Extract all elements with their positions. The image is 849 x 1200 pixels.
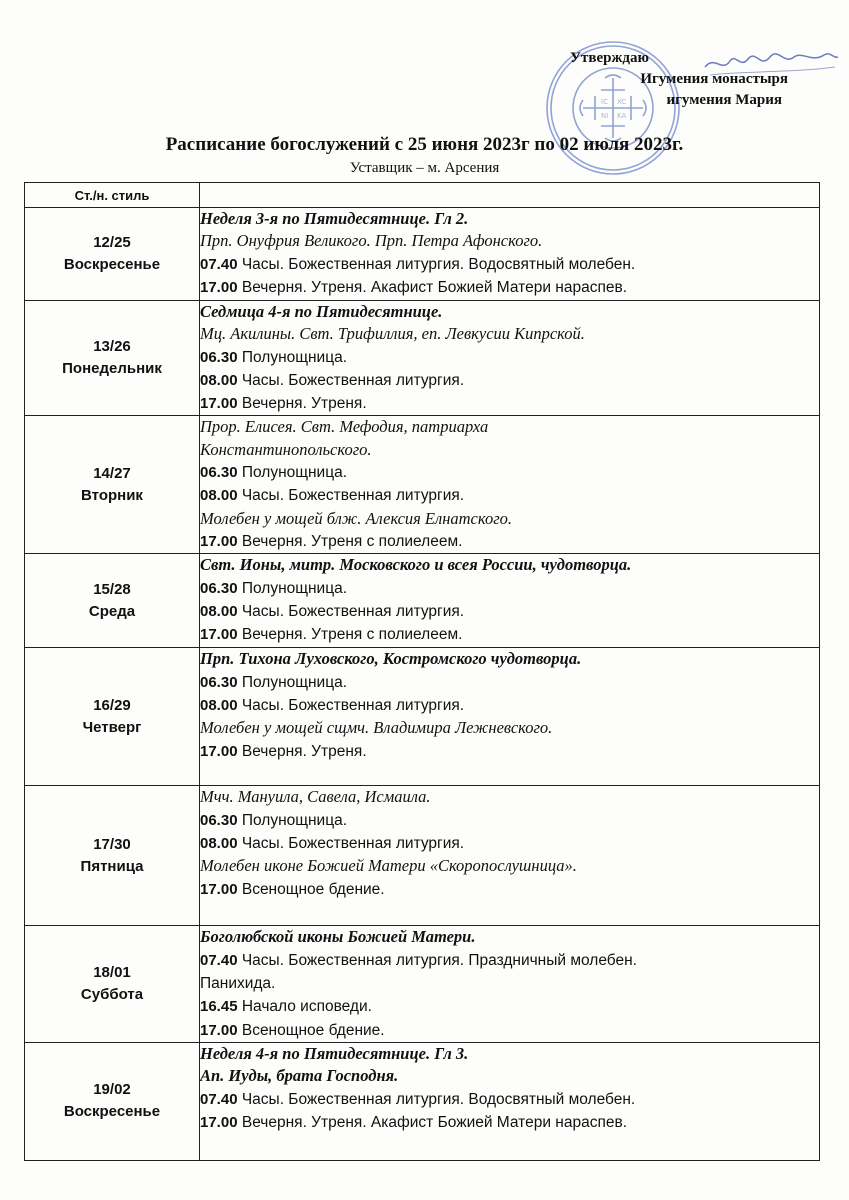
service-line bbox=[200, 530, 819, 553]
service-time: 17.00 bbox=[200, 1021, 238, 1039]
table-row bbox=[25, 301, 820, 416]
services-cell bbox=[200, 786, 820, 926]
service-text: Полунощница. bbox=[237, 464, 348, 482]
service-text: Часы. Божественная литургия. bbox=[237, 371, 465, 389]
approval-line-name: игумения Мария bbox=[666, 92, 782, 108]
day-weekday: Среда bbox=[88, 602, 136, 620]
commemoration-line: Молебен у мощей блж. Алексия Елнатского. bbox=[200, 508, 513, 528]
service-text: Панихида. bbox=[200, 975, 276, 993]
day-date: 14/27 bbox=[93, 464, 131, 482]
commemoration-line: Мчч. Мануила, Савела, Исмаила. bbox=[200, 787, 431, 807]
feast-line: Свт. Ионы, митр. Московского и всея России, чудотворца. bbox=[200, 555, 632, 575]
service-line bbox=[200, 623, 819, 646]
page-title: Расписание богослужений с 25 июня 2023г по 02 июля 2023г. bbox=[165, 134, 684, 155]
feast-line: Прп. Тихона Луховского, Костромского чудотворца. bbox=[200, 649, 582, 669]
service-line bbox=[200, 1019, 819, 1042]
feast-line: Ап. Иуды, брата Господня. bbox=[200, 1066, 399, 1086]
service-line bbox=[200, 1088, 819, 1111]
approval-line-position: Игумения монастыря bbox=[640, 71, 788, 87]
service-time: 17.00 bbox=[200, 395, 238, 413]
service-text: Часы. Божественная литургия. bbox=[237, 603, 465, 621]
column-header-style: Ст./н. стиль bbox=[25, 183, 200, 208]
service-text: Часы. Божественная литургия. bbox=[237, 487, 465, 505]
day-cell bbox=[25, 1042, 200, 1160]
svg-text:KA: KA bbox=[617, 112, 627, 120]
service-line bbox=[200, 392, 819, 415]
service-text: Полунощница. bbox=[237, 348, 348, 366]
service-text: Вечерня. Утреня. bbox=[237, 395, 367, 413]
service-text: Полунощница. bbox=[237, 673, 348, 691]
day-date: 19/02 bbox=[93, 1081, 131, 1099]
svg-text:XC: XC bbox=[617, 98, 627, 106]
table-row bbox=[25, 648, 820, 786]
day-date: 16/29 bbox=[93, 696, 131, 714]
service-time: 16.45 bbox=[200, 998, 238, 1016]
service-time: 08.00 bbox=[200, 371, 238, 389]
service-time: 06.30 bbox=[200, 579, 238, 597]
service-text: Часы. Божественная литургия. Праздничный молебен. bbox=[237, 951, 637, 969]
table-row bbox=[25, 416, 820, 554]
service-time: 07.40 bbox=[200, 1090, 238, 1108]
table-row bbox=[25, 926, 820, 1042]
service-text: Всенощное бдение. bbox=[237, 880, 385, 898]
service-time: 07.40 bbox=[200, 951, 238, 969]
commemoration-line: Молебен у мощей сщмч. Владимира Лежневского. bbox=[200, 718, 553, 738]
service-text: Всенощное бдение. bbox=[237, 1021, 385, 1039]
service-time: 17.00 bbox=[200, 626, 238, 644]
service-time: 07.40 bbox=[200, 255, 238, 273]
day-date: 12/25 bbox=[93, 234, 131, 251]
service-time: 08.00 bbox=[200, 603, 238, 621]
commemoration-line: Прп. Онуфрия Великого. Прп. Петра Афонского. bbox=[200, 231, 543, 251]
commemoration-line: Прор. Елисея. Свт. Мефодия, патриарха bbox=[200, 417, 489, 437]
svg-text:NI: NI bbox=[601, 112, 609, 120]
day-weekday: Воскресенье bbox=[63, 256, 161, 273]
day-cell bbox=[25, 554, 200, 648]
service-text: Часы. Божественная литургия. bbox=[237, 835, 465, 853]
service-line bbox=[200, 972, 819, 995]
table-row bbox=[25, 554, 820, 648]
service-line bbox=[200, 995, 819, 1018]
service-line bbox=[200, 809, 819, 832]
service-line bbox=[200, 577, 819, 600]
approval-block bbox=[560, 48, 830, 111]
service-line bbox=[200, 694, 819, 717]
service-line bbox=[200, 346, 819, 369]
feast-line: Седмица 4-я по Пятидесятнице. bbox=[200, 302, 443, 321]
service-time: 06.30 bbox=[200, 673, 238, 691]
service-line bbox=[200, 600, 819, 623]
service-time: 08.00 bbox=[200, 835, 238, 853]
service-time: 06.30 bbox=[200, 811, 238, 829]
day-cell bbox=[25, 926, 200, 1042]
commemoration-line: Мц. Акилины. Свт. Трифиллия, еп. Левкусии Кипрской. bbox=[200, 324, 585, 344]
service-line bbox=[200, 832, 819, 855]
column-header-services bbox=[200, 183, 820, 208]
approval-line-approve: Утверждаю bbox=[570, 50, 649, 66]
day-date: 18/01 bbox=[93, 964, 131, 982]
feast-line: Неделя 4-я по Пятидесятнице. Гл 3. bbox=[200, 1043, 469, 1063]
day-cell bbox=[25, 786, 200, 926]
service-time: 08.00 bbox=[200, 697, 238, 715]
feast-line: Боголюбской иконы Божией Матери. bbox=[200, 927, 476, 947]
service-text: Вечерня. Утреня. bbox=[237, 742, 367, 760]
service-text: Часы. Божественная литургия. bbox=[237, 697, 465, 715]
service-line bbox=[200, 369, 819, 392]
services-cell bbox=[200, 208, 820, 301]
day-cell bbox=[25, 301, 200, 416]
feast-line: Неделя 3-я по Пятидесятнице. Гл 2. bbox=[200, 209, 469, 228]
day-weekday: Четверг bbox=[82, 718, 142, 736]
service-line bbox=[200, 484, 819, 507]
table-header-row bbox=[25, 183, 820, 208]
service-text: Часы. Божественная литургия. Водосвятный молебен. bbox=[237, 1090, 636, 1108]
day-weekday: Вторник bbox=[81, 486, 143, 504]
service-line bbox=[200, 253, 819, 276]
service-time: 17.00 bbox=[200, 278, 238, 296]
service-text: Полунощница. bbox=[237, 579, 348, 597]
service-text: Вечерня. Утреня с полиелеем. bbox=[237, 626, 463, 644]
services-cell bbox=[200, 1042, 820, 1160]
service-line bbox=[200, 740, 819, 763]
day-weekday: Пятница bbox=[80, 857, 144, 875]
day-cell bbox=[25, 648, 200, 786]
commemoration-line: Молебен иконе Божией Матери «Скоропослушница». bbox=[200, 856, 577, 876]
service-text: Вечерня. Утреня. Акафист Божией Матери нараспев. bbox=[237, 278, 628, 296]
services-cell bbox=[200, 926, 820, 1042]
page-subtitle: Уставщик – м. Арсения bbox=[349, 160, 500, 176]
commemoration-line: Константинопольского. bbox=[200, 439, 372, 459]
services-cell bbox=[200, 301, 820, 416]
day-weekday: Воскресенье bbox=[63, 1103, 161, 1121]
service-line bbox=[200, 1111, 819, 1134]
day-date: 17/30 bbox=[93, 835, 131, 853]
services-cell bbox=[200, 554, 820, 648]
table-row bbox=[25, 208, 820, 301]
day-weekday: Понедельник bbox=[62, 360, 162, 378]
service-time: 17.00 bbox=[200, 1113, 238, 1131]
service-time: 17.00 bbox=[200, 742, 238, 760]
service-text: Полунощница. bbox=[237, 811, 348, 829]
services-cell bbox=[200, 416, 820, 554]
table-row bbox=[25, 1042, 820, 1160]
service-time: 17.00 bbox=[200, 880, 238, 898]
schedule-table bbox=[24, 182, 820, 1161]
day-date: 15/28 bbox=[93, 580, 131, 598]
service-time: 08.00 bbox=[200, 487, 238, 505]
day-date: 13/26 bbox=[93, 338, 131, 356]
service-time: 06.30 bbox=[200, 464, 238, 482]
service-text: Вечерня. Утреня с полиелеем. bbox=[237, 532, 463, 550]
service-line bbox=[200, 878, 819, 901]
svg-text:IC: IC bbox=[601, 98, 608, 106]
service-line bbox=[200, 461, 819, 484]
service-text: Часы. Божественная литургия. Водосвятный молебен. bbox=[237, 255, 636, 273]
services-cell bbox=[200, 648, 820, 786]
table-row bbox=[25, 786, 820, 926]
service-time: 06.30 bbox=[200, 348, 238, 366]
day-weekday: Суббота bbox=[80, 986, 144, 1004]
day-cell bbox=[25, 208, 200, 301]
day-cell bbox=[25, 416, 200, 554]
service-line bbox=[200, 949, 819, 972]
service-text: Вечерня. Утреня. Акафист Божией Матери нараспев. bbox=[237, 1113, 628, 1131]
service-line bbox=[200, 276, 819, 299]
service-text: Начало исповеди. bbox=[237, 998, 372, 1016]
service-line bbox=[200, 671, 819, 694]
service-time: 17.00 bbox=[200, 532, 238, 550]
